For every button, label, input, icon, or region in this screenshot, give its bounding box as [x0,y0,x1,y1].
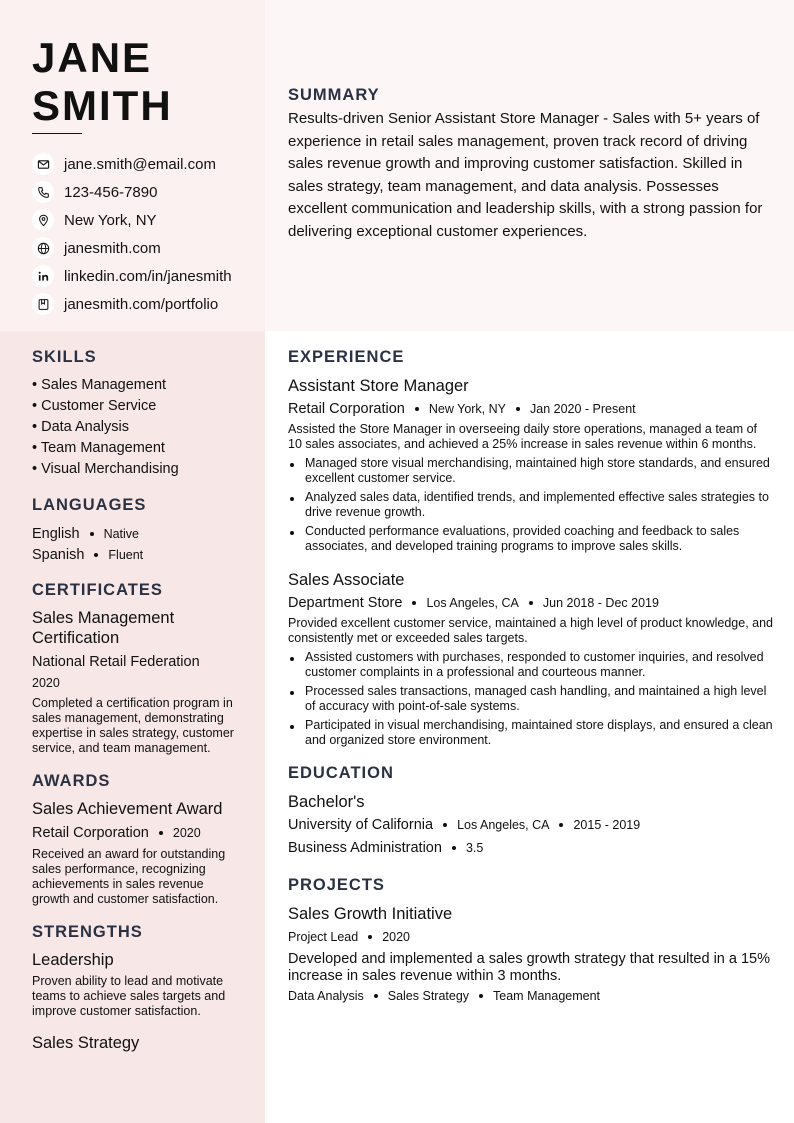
project-name: Sales Growth Initiative [288,905,453,923]
separator-dot [443,823,447,827]
skill-item: • Customer Service [32,398,157,414]
certificates-section [32,581,242,756]
name-divider [32,133,82,134]
award-year: 2020 [172,826,201,840]
certificates-heading: CERTIFICATES [32,581,163,599]
phone-icon [32,181,54,203]
job-title: Sales Associate [288,571,405,589]
separator-dot [516,407,520,411]
contact-portfolio-text: janesmith.com/portfolio [64,295,219,313]
strength-description: Proven ability to lead and motivate teams to achieve sales targets and improve customer satisfaction. [32,974,226,1018]
award-issuer: Retail Corporation [32,825,149,841]
project-tags [288,989,773,1003]
job-meta [288,399,773,419]
summary-text: Results-driven Senior Assistant Store Manager - Sales with 5+ years of experience in retail sales management, proven track record of driving sales revenue growth and improving customer satisfaction. Skilled in sales strategy, team management, and data analysis. Possesses excellent communication and leadership skills, with a strong passion for delivering exceptional customer experiences. [288,110,763,240]
summary-heading: SUMMARY [288,86,380,104]
separator-dot [90,532,94,536]
certificate-issuer: National Retail Federation [32,654,200,670]
project-meta [288,927,773,947]
skill-item: • Team Management [32,440,165,456]
awards-heading: AWARDS [32,772,111,790]
contact-list [32,150,232,318]
separator-dot [368,935,372,939]
job-entry [288,376,773,554]
last-name: SMITH [32,82,173,129]
education-field-row [288,838,773,858]
education-meta [288,815,773,835]
awards-section [32,772,242,907]
language-name: English [32,525,80,542]
separator-dot [415,407,419,411]
job-company: Department Store [288,595,403,611]
certificate-year: 2020 [32,676,60,690]
education-location: Los Angeles, CA [457,818,550,832]
job-location: Los Angeles, CA [426,596,519,610]
job-bullet: Processed sales transactions, managed cash handling, and maintained a high level of accuracy with point-of-sale systems. [288,684,773,714]
separator-dot [159,831,163,835]
skills-section [32,348,242,480]
job-bullet: Managed store visual merchandising, maintained high store standards, and ensured excellent customer service. [288,456,773,486]
award-name: Sales Achievement Award [32,800,223,818]
skill-item: • Sales Management [32,377,167,393]
education-heading: EDUCATION [288,764,394,782]
job-bullet: Participated in visual merchandising, maintained store displays, and ensured a clean and organized store environment. [288,718,773,748]
education-section [288,764,773,858]
separator-dot [412,601,416,605]
separator-dot [374,994,378,998]
job-location: New York, NY [428,402,506,416]
contact-email[interactable] [32,150,232,178]
strength-name: Leadership [32,951,114,969]
project-tag: Sales Strategy [387,989,470,1003]
job-meta [288,593,773,613]
contact-portfolio[interactable] [32,290,232,318]
education-degree: Bachelor's [288,793,365,811]
job-description: Assisted the Store Manager in overseeing daily store operations, managed a team of 10 sales associates, and achieved a 25% increase in sales revenue within 6 months. [288,422,758,451]
contact-email-text: jane.smith@email.com [64,155,216,173]
separator-dot [479,994,483,998]
portfolio-icon [32,293,54,315]
job-description: Provided excellent customer service, maintained a high level of product knowledge, and consistently met or exceeded sales targets. [288,616,773,645]
experience-section [288,348,773,748]
contact-linkedin[interactable] [32,262,232,290]
contact-website[interactable] [32,234,232,262]
education-dates: 2015 - 2019 [573,818,641,832]
project-tag: Data Analysis [288,989,364,1003]
skills-heading: SKILLS [32,348,97,366]
sidebar-content [32,348,242,1069]
award-description: Received an award for outstanding sales performance, recognizing achievements in sales revenue growth and customer satisfaction. [32,847,226,906]
main-content [288,348,773,1017]
award-meta [32,823,242,843]
project-role: Project Lead [288,930,359,944]
job-dates: Jan 2020 - Present [530,402,636,416]
globe-icon [32,237,54,259]
job-title: Assistant Store Manager [288,377,469,395]
job-bullet: Conducted performance evaluations, provided coaching and feedback to sales associates, and developed training programs to improve sales skills. [288,524,773,554]
project-tag: Team Management [493,989,601,1003]
contact-website-text: janesmith.com [64,239,161,257]
linkedin-icon [32,265,54,287]
skill-item: • Visual Merchandising [32,461,179,477]
contact-location-text: New York, NY [64,211,157,229]
contact-location [32,206,232,234]
job-entry [288,570,773,748]
job-bullet: Assisted customers with purchases, responded to customer inquiries, and resolved customer complaints in a professional and courteous manner. [288,650,773,680]
job-bullets [288,650,773,748]
projects-section [288,876,773,1003]
education-gpa: 3.5 [465,841,484,855]
certificate-description: Completed a certification program in sales management, demonstrating expertise in sales strategy, customer service, and team management. [32,696,234,755]
language-item [32,523,242,544]
experience-heading: EXPERIENCE [288,348,405,366]
education-field: Business Administration [288,840,442,856]
contact-linkedin-text: linkedin.com/in/janesmith [64,267,232,285]
contact-phone[interactable] [32,178,232,206]
job-dates: Jun 2018 - Dec 2019 [542,596,659,610]
location-pin-icon [32,209,54,231]
summary-section [288,86,773,244]
language-name: Spanish [32,546,85,563]
separator-dot [559,823,563,827]
email-icon [32,153,54,175]
contact-phone-text: 123-456-7890 [64,183,158,201]
education-school: University of California [288,817,434,833]
project-year: 2020 [382,930,410,944]
strengths-heading: STRENGTHS [32,923,143,941]
language-level: Native [103,526,139,541]
strength-name: Sales Strategy [32,1034,140,1052]
candidate-name [32,34,173,130]
certificate-name: Sales Management Certification [32,609,175,647]
job-company: Retail Corporation [288,401,405,417]
first-name: JANE [32,34,153,81]
job-bullets [288,456,773,554]
skill-item: • Data Analysis [32,419,129,435]
language-level: Fluent [108,547,144,562]
languages-section [32,496,242,565]
languages-heading: LANGUAGES [32,496,147,514]
projects-heading: PROJECTS [288,876,385,894]
separator-dot [529,601,533,605]
separator-dot [94,553,98,557]
language-item [32,544,242,565]
separator-dot [452,846,456,850]
strengths-section [32,923,242,1053]
project-description: Developed and implemented a sales growth strategy that resulted in a 15% increase in sales revenue within 3 months. [288,951,771,984]
job-bullet: Analyzed sales data, identified trends, and implemented effective sales strategies to drive revenue growth. [288,490,773,520]
